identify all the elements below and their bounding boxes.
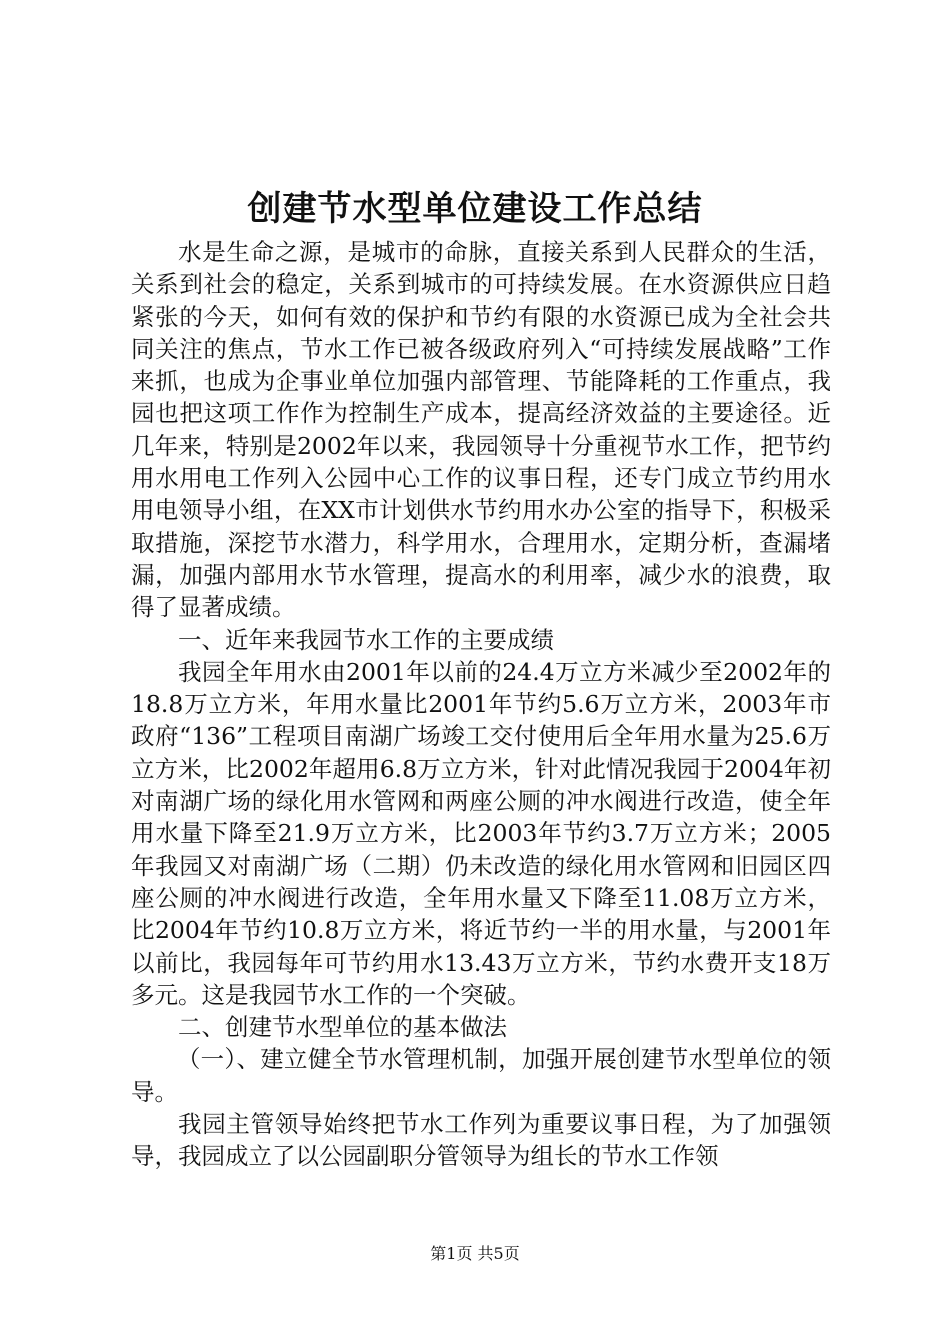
- management-paragraph: 我园主管领导始终把节水工作列为重要议事日程，为了加强领导，我园成立了以公园副职分管领导为组长的节水工作领: [131, 1110, 831, 1171]
- document-title: 创建节水型单位建设工作总结: [247, 189, 703, 229]
- section-heading-achievements: 一、近年来我园节水工作的主要成绩: [178, 625, 554, 654]
- subsection-heading-management: （一）、建立健全节水管理机制，加强开展创建节水型单位的领导。: [131, 1045, 831, 1106]
- achievements-paragraph: 我园全年用水由2001年以前的24.4万立方米减少至2002年的18.8万立方米，年用水量比2001年节约5.6万立方米，2003年市政府“136”工程项目南湖广场竣工交付使用后全年用水量为25.6万立方米，比2002年超用6.8万立方米，针对此情况我园于2004年初对南湖广场的绿化用水管网和两座公厕的冲水阀进行改造，使全年用水量下降至21.9万立方米，比2003年节约3.7万立方米；2005年我园又对南湖广场（二期）仍未改造的绿化用水管网和旧园区四座公厕的冲水阀进行改造，全年用水量又下降至11.08万立方米，比2004年节约10.8万立方米，将近节约一半的用水量，与2001年以前比，我园每年可节约用水13.43万立方米，节约水费开支18万多元。这是我园节水工作的一个突破。: [131, 657, 831, 1009]
- page-footer: 第1页 共5页: [430, 1244, 520, 1263]
- intro-paragraph: 水是生命之源，是城市的命脉，直接关系到人民群众的生活，关系到社会的稳定，关系到城市的可持续发展。在水资源供应日趋紧张的今天，如何有效的保护和节约有限的水资源已成为全社会共同关注的焦点，节水工作已被各级政府列入“可持续发展战略”工作来抓，也成为企事业单位加强内部管理、节能降耗的工作重点，我园也把这项工作作为控制生产成本，提高经济效益的主要途径。近几年来，特别是2002年以来，我园领导十分重视节水工作，把节约用水用电工作列入公园中心工作的议事日程，还专门成立节约用水用电领导小组，在XX市计划供水节约用水办公室的指导下，积极采取措施，深挖节水潜力，科学用水，合理用水，定期分析，查漏堵漏，加强内部用水节水管理，提高水的利用率，减少水的浪费，取得了显著成绩。: [131, 238, 831, 622]
- section-heading-methods: 二、创建节水型单位的基本做法: [178, 1013, 507, 1042]
- document-body: [131, 236, 831, 1173]
